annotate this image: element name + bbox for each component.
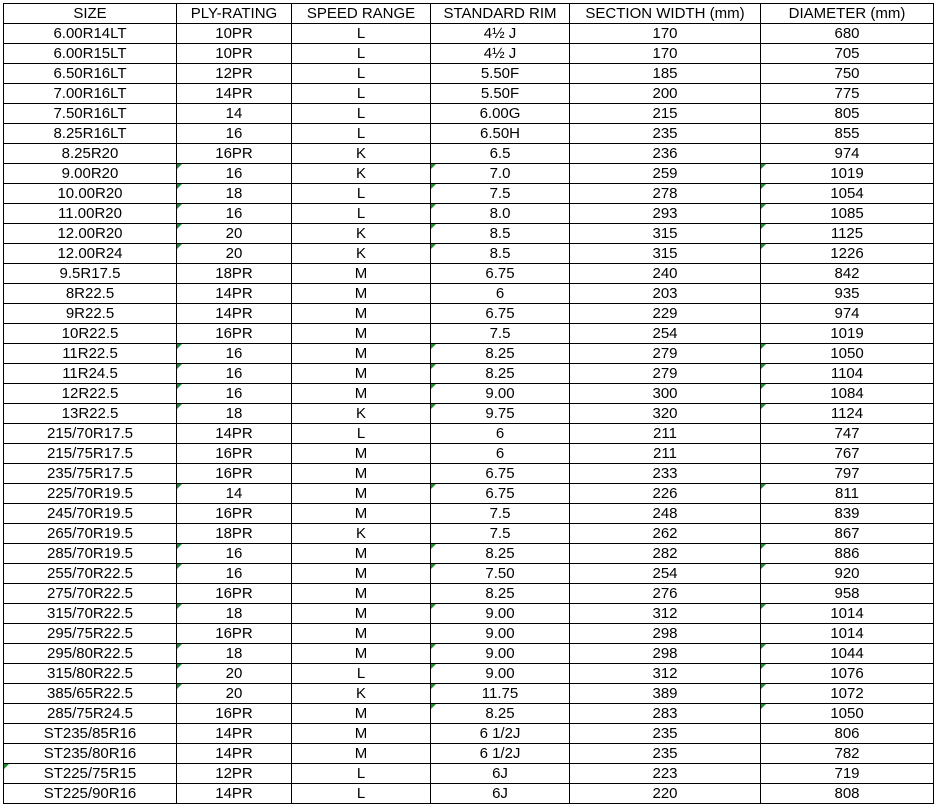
size-cell[interactable]: 255/70R22.5 [4, 564, 177, 584]
table-row [4, 664, 934, 684]
speed-range-cell[interactable]: L [292, 124, 431, 144]
standard-rim-cell[interactable]: 6.50H [431, 124, 570, 144]
section-width-cell[interactable]: 279 [570, 364, 761, 384]
section-width-cell[interactable]: 298 [570, 624, 761, 644]
standard-rim-cell[interactable]: 7.5 [431, 504, 570, 524]
diameter-cell[interactable]: 680 [761, 24, 934, 44]
table-row [4, 204, 934, 224]
ply-rating-cell[interactable]: 18PR [177, 524, 292, 544]
table-row [4, 604, 934, 624]
diameter-cell[interactable]: 855 [761, 124, 934, 144]
diameter-cell[interactable]: 1104 [761, 364, 934, 384]
size-cell[interactable]: 225/70R19.5 [4, 484, 177, 504]
ply-rating-cell[interactable]: 12PR [177, 764, 292, 784]
diameter-cell[interactable]: 806 [761, 724, 934, 744]
table-row [4, 764, 934, 784]
size-cell[interactable]: 285/70R19.5 [4, 544, 177, 564]
standard-rim-cell[interactable]: 6J [431, 764, 570, 784]
standard-rim-cell[interactable]: 7.5 [431, 524, 570, 544]
section-width-cell[interactable]: 235 [570, 124, 761, 144]
speed-range-cell[interactable]: L [292, 784, 431, 804]
section-width-cell[interactable]: 220 [570, 784, 761, 804]
size-cell[interactable]: 8.25R20 [4, 144, 177, 164]
speed-range-cell[interactable]: M [292, 484, 431, 504]
ply-rating-cell[interactable]: 16 [177, 384, 292, 404]
size-cell[interactable]: 8R22.5 [4, 284, 177, 304]
table-row [4, 324, 934, 344]
diameter-cell[interactable]: 1125 [761, 224, 934, 244]
ply-rating-cell[interactable]: 18 [177, 404, 292, 424]
speed-range-cell[interactable]: L [292, 764, 431, 784]
table-row [4, 304, 934, 324]
diameter-cell[interactable]: 1072 [761, 684, 934, 704]
size-cell[interactable]: 12.00R20 [4, 224, 177, 244]
standard-rim-cell[interactable]: 6 [431, 444, 570, 464]
size-cell[interactable]: ST225/90R16 [4, 784, 177, 804]
section-width-cell[interactable]: 259 [570, 164, 761, 184]
size-cell[interactable]: 265/70R19.5 [4, 524, 177, 544]
ply-rating-cell[interactable]: 12PR [177, 64, 292, 84]
table-row [4, 24, 934, 44]
ply-rating-cell[interactable]: 20 [177, 684, 292, 704]
standard-rim-cell[interactable]: 8.25 [431, 544, 570, 564]
speed-range-cell[interactable]: K [292, 244, 431, 264]
diameter-cell[interactable]: 935 [761, 284, 934, 304]
diameter-cell[interactable]: 705 [761, 44, 934, 64]
section-width-cell[interactable]: 312 [570, 664, 761, 684]
section-width-cell[interactable]: 315 [570, 244, 761, 264]
diameter-cell[interactable]: 1019 [761, 324, 934, 344]
section-width-cell[interactable]: 235 [570, 744, 761, 764]
section-width-cell[interactable]: 223 [570, 764, 761, 784]
section-width-cell[interactable]: 283 [570, 704, 761, 724]
size-cell[interactable]: 12.00R24 [4, 244, 177, 264]
table-row [4, 64, 934, 84]
speed-range-cell[interactable]: M [292, 384, 431, 404]
section-width-cell[interactable]: 279 [570, 344, 761, 364]
header-row [4, 4, 934, 24]
diameter-cell[interactable]: 1084 [761, 384, 934, 404]
size-cell[interactable]: 235/75R17.5 [4, 464, 177, 484]
standard-rim-cell[interactable]: 8.25 [431, 584, 570, 604]
diameter-cell[interactable]: 719 [761, 764, 934, 784]
table-row [4, 244, 934, 264]
standard-rim-cell[interactable]: 6 [431, 424, 570, 444]
speed-range-cell[interactable]: M [292, 564, 431, 584]
diameter-cell[interactable]: 974 [761, 144, 934, 164]
table-row [4, 784, 934, 804]
ply-rating-cell[interactable]: 14PR [177, 744, 292, 764]
standard-rim-cell[interactable]: 5.50F [431, 84, 570, 104]
speed-range-cell[interactable]: M [292, 624, 431, 644]
section-width-cell[interactable]: 262 [570, 524, 761, 544]
speed-range-cell[interactable]: M [292, 464, 431, 484]
ply-rating-cell[interactable]: 16 [177, 124, 292, 144]
standard-rim-cell[interactable]: 9.00 [431, 624, 570, 644]
section-width-cell[interactable]: 203 [570, 284, 761, 304]
standard-rim-cell[interactable]: 7.5 [431, 324, 570, 344]
section-width-cell[interactable]: 389 [570, 684, 761, 704]
speed-range-cell[interactable]: K [292, 524, 431, 544]
standard-rim-cell[interactable]: 6J [431, 784, 570, 804]
table-row [4, 184, 934, 204]
table-row [4, 564, 934, 584]
size-cell[interactable]: 11.00R20 [4, 204, 177, 224]
table-row [4, 384, 934, 404]
table-row [4, 284, 934, 304]
speed-range-cell[interactable]: M [292, 364, 431, 384]
diameter-cell[interactable]: 1124 [761, 404, 934, 424]
diameter-cell[interactable]: 797 [761, 464, 934, 484]
size-cell[interactable]: 315/70R22.5 [4, 604, 177, 624]
table-row [4, 124, 934, 144]
diameter-cell[interactable]: 1050 [761, 344, 934, 364]
speed-range-cell[interactable]: M [292, 264, 431, 284]
header-size[interactable]: SIZE [4, 4, 177, 24]
size-cell[interactable]: 10R22.5 [4, 324, 177, 344]
size-cell[interactable]: 215/70R17.5 [4, 424, 177, 444]
section-width-cell[interactable]: 276 [570, 584, 761, 604]
diameter-cell[interactable]: 808 [761, 784, 934, 804]
ply-rating-cell[interactable]: 16 [177, 544, 292, 564]
size-cell[interactable]: ST235/85R16 [4, 724, 177, 744]
table-row [4, 444, 934, 464]
section-width-cell[interactable]: 215 [570, 104, 761, 124]
ply-rating-cell[interactable]: 16 [177, 364, 292, 384]
table-row [4, 684, 934, 704]
size-cell[interactable]: 8.25R16LT [4, 124, 177, 144]
standard-rim-cell[interactable]: 9.75 [431, 404, 570, 424]
speed-range-cell[interactable]: M [292, 724, 431, 744]
standard-rim-cell[interactable]: 6 1/2J [431, 724, 570, 744]
diameter-cell[interactable]: 747 [761, 424, 934, 444]
speed-range-cell[interactable]: M [292, 444, 431, 464]
diameter-cell[interactable]: 1085 [761, 204, 934, 224]
speed-range-cell[interactable]: M [292, 704, 431, 724]
ply-rating-cell[interactable]: 16 [177, 164, 292, 184]
ply-rating-cell[interactable]: 20 [177, 224, 292, 244]
section-width-cell[interactable]: 211 [570, 444, 761, 464]
speed-range-cell[interactable]: M [292, 644, 431, 664]
standard-rim-cell[interactable]: 7.50 [431, 564, 570, 584]
size-cell[interactable]: ST235/80R16 [4, 744, 177, 764]
diameter-cell[interactable]: 958 [761, 584, 934, 604]
ply-rating-cell[interactable]: 14PR [177, 284, 292, 304]
ply-rating-cell[interactable]: 16PR [177, 144, 292, 164]
section-width-cell[interactable]: 200 [570, 84, 761, 104]
table-row [4, 624, 934, 644]
diameter-cell[interactable]: 811 [761, 484, 934, 504]
table-row [4, 344, 934, 364]
section-width-cell[interactable]: 278 [570, 184, 761, 204]
ply-rating-cell[interactable]: 16 [177, 344, 292, 364]
standard-rim-cell[interactable]: 8.25 [431, 704, 570, 724]
ply-rating-cell[interactable]: 16 [177, 564, 292, 584]
table-row [4, 144, 934, 164]
size-cell[interactable]: 6.50R16LT [4, 64, 177, 84]
speed-range-cell[interactable]: M [292, 324, 431, 344]
size-cell[interactable]: 9R22.5 [4, 304, 177, 324]
speed-range-cell[interactable]: L [292, 84, 431, 104]
speed-range-cell[interactable]: K [292, 164, 431, 184]
ply-rating-cell[interactable]: 14PR [177, 424, 292, 444]
size-cell[interactable]: 7.00R16LT [4, 84, 177, 104]
table-row [4, 744, 934, 764]
ply-rating-cell[interactable]: 16PR [177, 584, 292, 604]
table-row [4, 364, 934, 384]
diameter-cell[interactable]: 782 [761, 744, 934, 764]
table-row [4, 724, 934, 744]
ply-rating-cell[interactable]: 14 [177, 104, 292, 124]
table-row [4, 224, 934, 244]
speed-range-cell[interactable]: K [292, 404, 431, 424]
table-row [4, 484, 934, 504]
section-width-cell[interactable]: 185 [570, 64, 761, 84]
standard-rim-cell[interactable]: 8.0 [431, 204, 570, 224]
size-cell[interactable]: 11R24.5 [4, 364, 177, 384]
section-width-cell[interactable]: 233 [570, 464, 761, 484]
standard-rim-cell[interactable]: 6.75 [431, 484, 570, 504]
speed-range-cell[interactable]: L [292, 424, 431, 444]
section-width-cell[interactable]: 254 [570, 564, 761, 584]
ply-rating-cell[interactable]: 10PR [177, 44, 292, 64]
size-cell[interactable]: 11R22.5 [4, 344, 177, 364]
speed-range-cell[interactable]: K [292, 224, 431, 244]
section-width-cell[interactable]: 236 [570, 144, 761, 164]
section-width-cell[interactable]: 229 [570, 304, 761, 324]
size-cell[interactable]: 285/75R24.5 [4, 704, 177, 724]
ply-rating-cell[interactable]: 16PR [177, 624, 292, 644]
speed-range-cell[interactable]: L [292, 44, 431, 64]
speed-range-cell[interactable]: M [292, 304, 431, 324]
diameter-cell[interactable]: 1019 [761, 164, 934, 184]
diameter-cell[interactable]: 805 [761, 104, 934, 124]
table-row [4, 104, 934, 124]
diameter-cell[interactable]: 1054 [761, 184, 934, 204]
tire-spec-table [3, 3, 934, 804]
table-row [4, 544, 934, 564]
size-cell[interactable]: 245/70R19.5 [4, 504, 177, 524]
speed-range-cell[interactable]: L [292, 184, 431, 204]
diameter-cell[interactable]: 1014 [761, 604, 934, 624]
standard-rim-cell[interactable]: 9.00 [431, 604, 570, 624]
section-width-cell[interactable]: 248 [570, 504, 761, 524]
table-row [4, 264, 934, 284]
header-diameter[interactable]: DIAMETER (mm) [761, 4, 934, 24]
standard-rim-cell[interactable]: 6 [431, 284, 570, 304]
size-cell[interactable]: 295/80R22.5 [4, 644, 177, 664]
standard-rim-cell[interactable]: 6.75 [431, 304, 570, 324]
ply-rating-cell[interactable]: 14PR [177, 724, 292, 744]
section-width-cell[interactable]: 170 [570, 24, 761, 44]
size-cell[interactable]: 215/75R17.5 [4, 444, 177, 464]
header-standard-rim[interactable]: STANDARD RIM [431, 4, 570, 24]
speed-range-cell[interactable]: M [292, 584, 431, 604]
section-width-cell[interactable]: 254 [570, 324, 761, 344]
ply-rating-cell[interactable]: 14 [177, 484, 292, 504]
diameter-cell[interactable]: 1014 [761, 624, 934, 644]
speed-range-cell[interactable]: L [292, 204, 431, 224]
size-cell[interactable]: 10.00R20 [4, 184, 177, 204]
ply-rating-cell[interactable]: 16PR [177, 444, 292, 464]
standard-rim-cell[interactable]: 6.00G [431, 104, 570, 124]
diameter-cell[interactable]: 775 [761, 84, 934, 104]
standard-rim-cell[interactable]: 9.00 [431, 664, 570, 684]
speed-range-cell[interactable]: L [292, 104, 431, 124]
diameter-cell[interactable]: 920 [761, 564, 934, 584]
section-width-cell[interactable]: 226 [570, 484, 761, 504]
section-width-cell[interactable]: 312 [570, 604, 761, 624]
ply-rating-cell[interactable]: 20 [177, 664, 292, 684]
standard-rim-cell[interactable]: 4½ J [431, 24, 570, 44]
diameter-cell[interactable]: 839 [761, 504, 934, 524]
standard-rim-cell[interactable]: 6.75 [431, 264, 570, 284]
standard-rim-cell[interactable]: 4½ J [431, 44, 570, 64]
size-cell[interactable]: 275/70R22.5 [4, 584, 177, 604]
table-row [4, 704, 934, 724]
section-width-cell[interactable]: 298 [570, 644, 761, 664]
header-ply-rating[interactable]: PLY-RATING [177, 4, 292, 24]
diameter-cell[interactable]: 974 [761, 304, 934, 324]
table-body [4, 24, 934, 804]
standard-rim-cell[interactable]: 11.75 [431, 684, 570, 704]
table-row [4, 584, 934, 604]
ply-rating-cell[interactable]: 16PR [177, 324, 292, 344]
section-width-cell[interactable]: 211 [570, 424, 761, 444]
speed-range-cell[interactable]: L [292, 24, 431, 44]
standard-rim-cell[interactable]: 9.00 [431, 644, 570, 664]
size-cell[interactable]: 12R22.5 [4, 384, 177, 404]
table-row [4, 424, 934, 444]
standard-rim-cell[interactable]: 7.5 [431, 184, 570, 204]
section-width-cell[interactable]: 235 [570, 724, 761, 744]
diameter-cell[interactable]: 1044 [761, 644, 934, 664]
diameter-cell[interactable]: 886 [761, 544, 934, 564]
ply-rating-cell[interactable]: 14PR [177, 84, 292, 104]
ply-rating-cell[interactable]: 20 [177, 244, 292, 264]
speed-range-cell[interactable]: M [292, 504, 431, 524]
header-section-width[interactable]: SECTION WIDTH (mm) [570, 4, 761, 24]
diameter-cell[interactable]: 1226 [761, 244, 934, 264]
section-width-cell[interactable]: 300 [570, 384, 761, 404]
ply-rating-cell[interactable]: 10PR [177, 24, 292, 44]
size-cell[interactable]: 6.00R14LT [4, 24, 177, 44]
table-row [4, 644, 934, 664]
size-cell[interactable]: 6.00R15LT [4, 44, 177, 64]
speed-range-cell[interactable]: M [292, 544, 431, 564]
standard-rim-cell[interactable]: 6.5 [431, 144, 570, 164]
table-row [4, 504, 934, 524]
speed-range-cell[interactable]: M [292, 284, 431, 304]
diameter-cell[interactable]: 767 [761, 444, 934, 464]
ply-rating-cell[interactable]: 16PR [177, 464, 292, 484]
standard-rim-cell[interactable]: 8.25 [431, 344, 570, 364]
diameter-cell[interactable]: 1076 [761, 664, 934, 684]
section-width-cell[interactable]: 293 [570, 204, 761, 224]
ply-rating-cell[interactable]: 18 [177, 644, 292, 664]
size-cell[interactable]: 13R22.5 [4, 404, 177, 424]
speed-range-cell[interactable]: L [292, 64, 431, 84]
section-width-cell[interactable]: 170 [570, 44, 761, 64]
standard-rim-cell[interactable]: 8.25 [431, 364, 570, 384]
standard-rim-cell[interactable]: 5.50F [431, 64, 570, 84]
speed-range-cell[interactable]: K [292, 684, 431, 704]
speed-range-cell[interactable]: M [292, 344, 431, 364]
table-row [4, 404, 934, 424]
size-cell[interactable]: 315/80R22.5 [4, 664, 177, 684]
diameter-cell[interactable]: 1050 [761, 704, 934, 724]
standard-rim-cell[interactable]: 8.5 [431, 244, 570, 264]
ply-rating-cell[interactable]: 18 [177, 604, 292, 624]
table-row [4, 84, 934, 104]
diameter-cell[interactable]: 867 [761, 524, 934, 544]
speed-range-cell[interactable]: K [292, 144, 431, 164]
size-cell[interactable]: 295/75R22.5 [4, 624, 177, 644]
diameter-cell[interactable]: 842 [761, 264, 934, 284]
size-cell[interactable]: 385/65R22.5 [4, 684, 177, 704]
speed-range-cell[interactable]: M [292, 604, 431, 624]
header-speed-range[interactable]: SPEED RANGE [292, 4, 431, 24]
section-width-cell[interactable]: 320 [570, 404, 761, 424]
section-width-cell[interactable]: 282 [570, 544, 761, 564]
standard-rim-cell[interactable]: 6 1/2J [431, 744, 570, 764]
section-width-cell[interactable]: 240 [570, 264, 761, 284]
diameter-cell[interactable]: 750 [761, 64, 934, 84]
standard-rim-cell[interactable]: 6.75 [431, 464, 570, 484]
section-width-cell[interactable]: 315 [570, 224, 761, 244]
ply-rating-cell[interactable]: 16PR [177, 704, 292, 724]
size-cell[interactable]: 9.5R17.5 [4, 264, 177, 284]
ply-rating-cell[interactable]: 14PR [177, 784, 292, 804]
standard-rim-cell[interactable]: 8.5 [431, 224, 570, 244]
table-row [4, 464, 934, 484]
size-cell[interactable]: ST225/75R15 [4, 764, 177, 784]
ply-rating-cell[interactable]: 18PR [177, 264, 292, 284]
table-row [4, 524, 934, 544]
speed-range-cell[interactable]: M [292, 744, 431, 764]
speed-range-cell[interactable]: L [292, 664, 431, 684]
ply-rating-cell[interactable]: 14PR [177, 304, 292, 324]
size-cell[interactable]: 9.00R20 [4, 164, 177, 184]
table-row [4, 44, 934, 64]
standard-rim-cell[interactable]: 7.0 [431, 164, 570, 184]
size-cell[interactable]: 7.50R16LT [4, 104, 177, 124]
ply-rating-cell[interactable]: 18 [177, 184, 292, 204]
table-row [4, 164, 934, 184]
ply-rating-cell[interactable]: 16PR [177, 504, 292, 524]
standard-rim-cell[interactable]: 9.00 [431, 384, 570, 404]
ply-rating-cell[interactable]: 16 [177, 204, 292, 224]
